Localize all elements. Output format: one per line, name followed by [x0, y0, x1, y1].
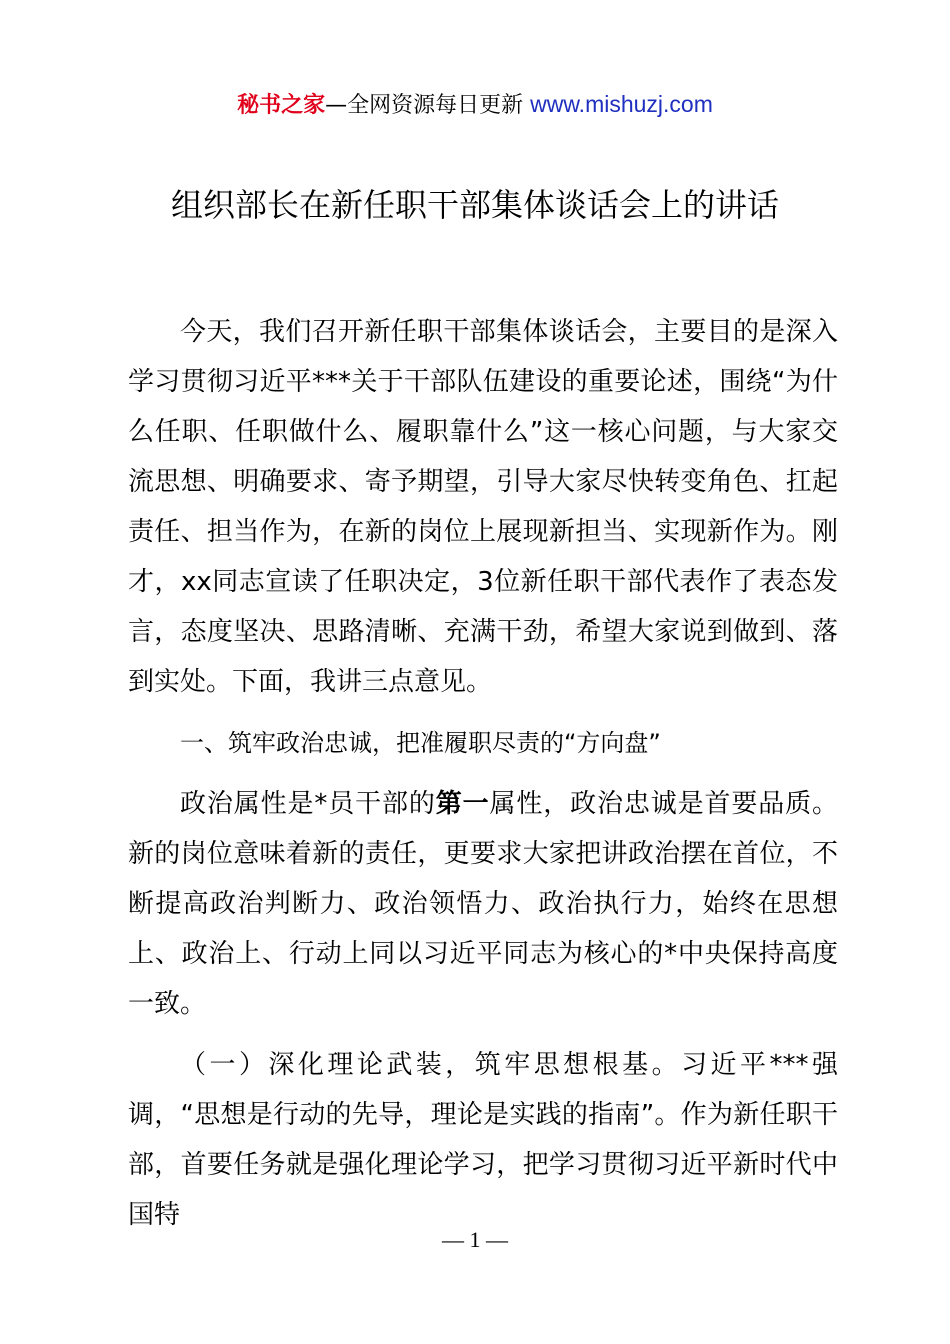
brand-name: 秘书之家: [237, 93, 326, 118]
document-body: [128, 307, 838, 1240]
para2-text-after: 属性，政治忠诚是首要品质。新的岗位意味着新的责任，更要求大家把讲政治摆在首位，不断提高政治判断力、政治领悟力、政治执行力，始终在思想上、政治上、行动上同以习近平同志为核心的*中央保持高度一致。: [128, 789, 838, 1019]
document-title: 组织部长在新任职干部集体谈话会上的讲话: [170, 186, 779, 224]
header-banner: [0, 88, 950, 122]
section-heading: 一、筑牢政治忠诚，把准履职尽责的“方向盘”: [180, 729, 661, 757]
intro-paragraph: 今天，我们召开新任职干部集体谈话会，主要目的是深入学习贯彻习近平***关于干部队伍建设的重要论述，围绕“为什么任职、任职做什么、履职靠什么”这一核心问题，与大家交流思想、明确要求、寄予期望，引导大家尽快转变角色、扛起责任、担当作为，在新的岗位上展现新担当、实现新作为。刚才，xx同志宣读了任职决定，3位新任职干部代表作了表态发言，态度坚决、思路清晰、充满干劲，希望大家说到做到、落到实处。下面，我讲三点意见。: [128, 317, 838, 697]
paragraph-political-attribute: [128, 779, 838, 1029]
site-url-link[interactable]: www.mishuzj.com: [530, 91, 713, 117]
paragraph-theory: （一）深化理论武装，筑牢思想根基。习近平***强调，“思想是行动的先导，理论是实践的指南”。作为新任职干部，首要任务就是强化理论学习，把学习贯彻习近平新时代中国特: [128, 1050, 838, 1230]
para2-bold-text: 第一: [435, 789, 490, 819]
para2-text-before: 政治属性是*员干部的: [180, 789, 436, 819]
page-number: — 1 —: [442, 1227, 508, 1252]
header-tagline: —全网资源每日更新: [325, 93, 531, 118]
